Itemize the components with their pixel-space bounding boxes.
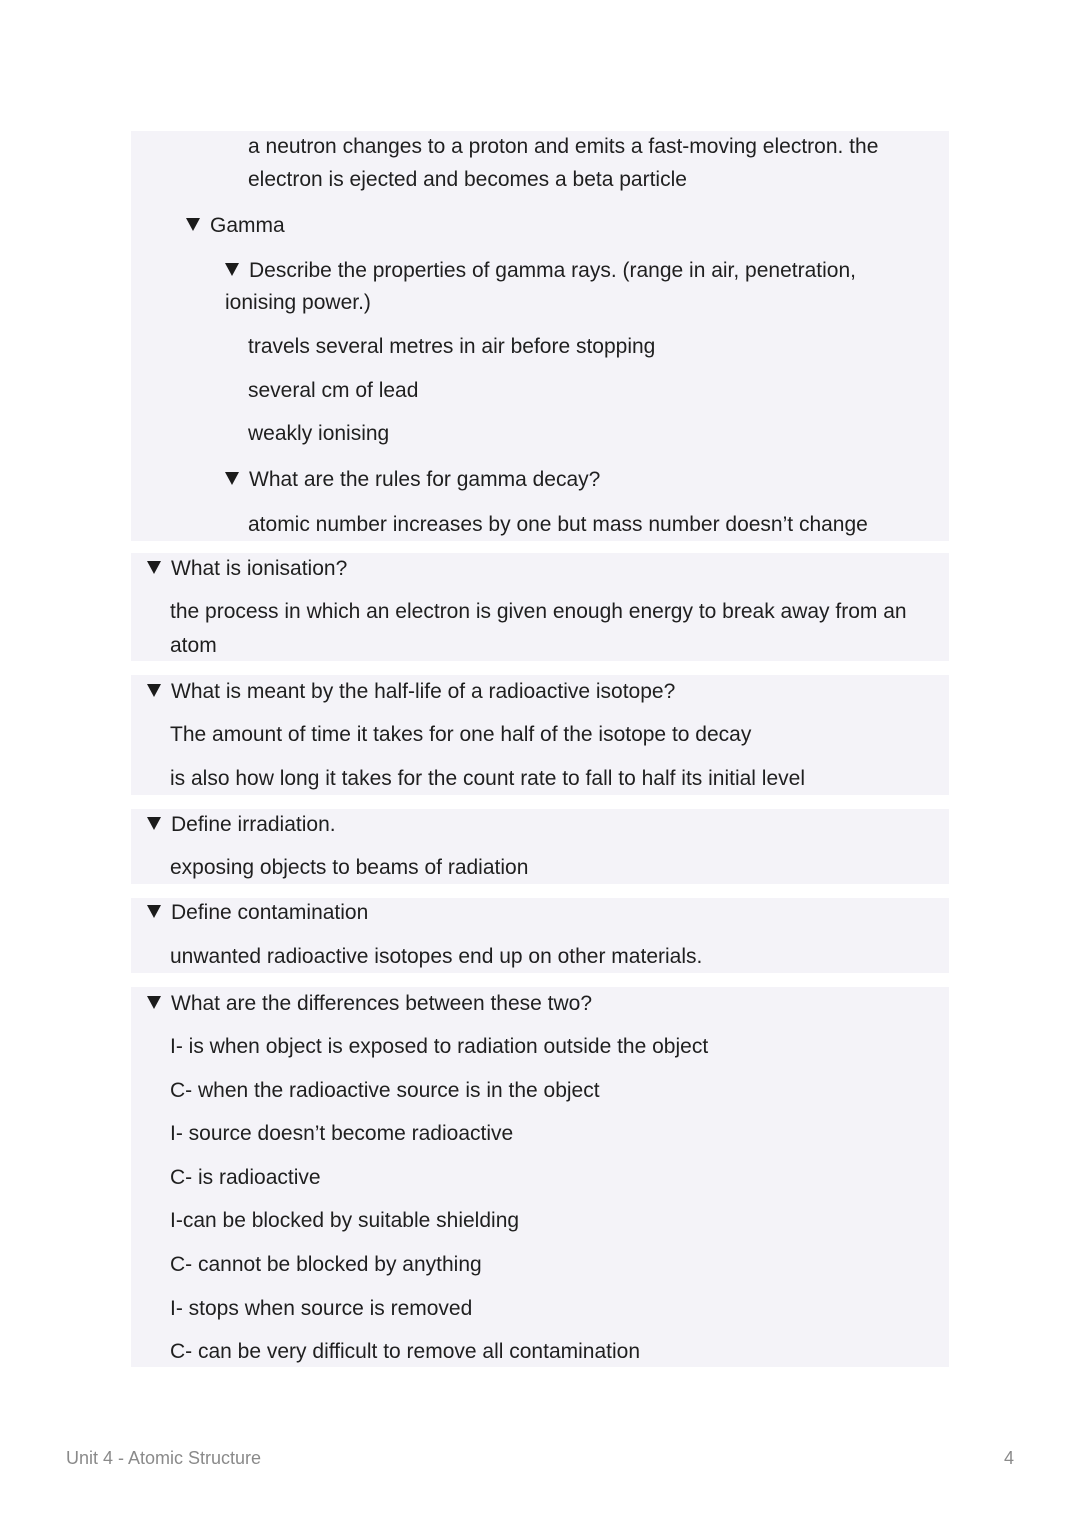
irradiation-question: Define irradiation. (171, 813, 336, 836)
difference-item: C- can be very difficult to remove all contamination (170, 1340, 640, 1363)
gamma-heading: Gamma (210, 214, 285, 237)
difference-item: I- source doesn’t become radioactive (170, 1122, 514, 1145)
difference-item: C- is radioactive (170, 1166, 321, 1189)
difference-item: C- when the radioactive source is in the object (170, 1079, 600, 1102)
difference-item: I-can be blocked by suitable shielding (170, 1209, 520, 1232)
gamma-properties-question-line2: ionising power.) (225, 291, 371, 314)
half-life-answer: is also how long it takes for the count rate to fall to half its initial level (170, 767, 805, 790)
differences-question: What are the differences between these two? (171, 992, 593, 1015)
contamination-answer: unwanted radioactive isotopes end up on other materials. (170, 945, 703, 968)
expand-triangle-icon (147, 905, 161, 918)
ionisation-answer-line2: atom (170, 634, 217, 657)
contamination-toggle[interactable] (147, 896, 368, 929)
expand-triangle-icon (147, 561, 161, 574)
ionisation-question: What is ionisation? (171, 557, 348, 580)
beta-answer-line2: electron is ejected and becomes a beta particle (248, 168, 687, 191)
half-life-answer: The amount of time it takes for one half of the isotope to decay (170, 723, 752, 746)
contamination-question: Define contamination (171, 901, 369, 924)
gamma-properties-question: Describe the properties of gamma rays. (range in air, penetration, (249, 259, 856, 282)
gamma-rules-question: What are the rules for gamma decay? (249, 468, 601, 491)
irradiation-answer: exposing objects to beams of radiation (170, 856, 529, 879)
expand-triangle-icon (225, 472, 239, 485)
footer-page-number: 4 (1003, 1448, 1014, 1468)
difference-item: I- stops when source is removed (170, 1297, 473, 1320)
ionisation-toggle[interactable] (147, 552, 347, 585)
differences-toggle[interactable] (147, 987, 592, 1020)
footer-unit-title: Unit 4 - Atomic Structure (66, 1448, 262, 1468)
beta-answer-line1: a neutron changes to a proton and emits a fast-moving electron. the (248, 135, 879, 158)
gamma-property-answer: several cm of lead (248, 379, 419, 402)
expand-triangle-icon (147, 817, 161, 830)
gamma-rules-toggle[interactable] (225, 463, 600, 496)
gamma-properties-toggle[interactable] (225, 254, 856, 287)
difference-item: I- is when object is exposed to radiation outside the object (170, 1035, 709, 1058)
ionisation-answer-line1: the process in which an electron is given enough energy to break away from an (170, 600, 907, 623)
gamma-property-answer: weakly ionising (248, 422, 390, 445)
gamma-property-answer: travels several metres in air before stopping (248, 335, 656, 358)
gamma-toggle[interactable] (186, 209, 285, 242)
expand-triangle-icon (147, 684, 161, 697)
half-life-question: What is meant by the half-life of a radioactive isotope? (171, 680, 676, 703)
gamma-rules-answer: atomic number increases by one but mass number doesn’t change (248, 513, 868, 536)
expand-triangle-icon (225, 263, 239, 276)
expand-triangle-icon (147, 996, 161, 1009)
expand-triangle-icon (186, 218, 200, 231)
difference-item: C- cannot be blocked by anything (170, 1253, 482, 1276)
irradiation-toggle[interactable] (147, 808, 336, 841)
half-life-toggle[interactable] (147, 675, 675, 708)
